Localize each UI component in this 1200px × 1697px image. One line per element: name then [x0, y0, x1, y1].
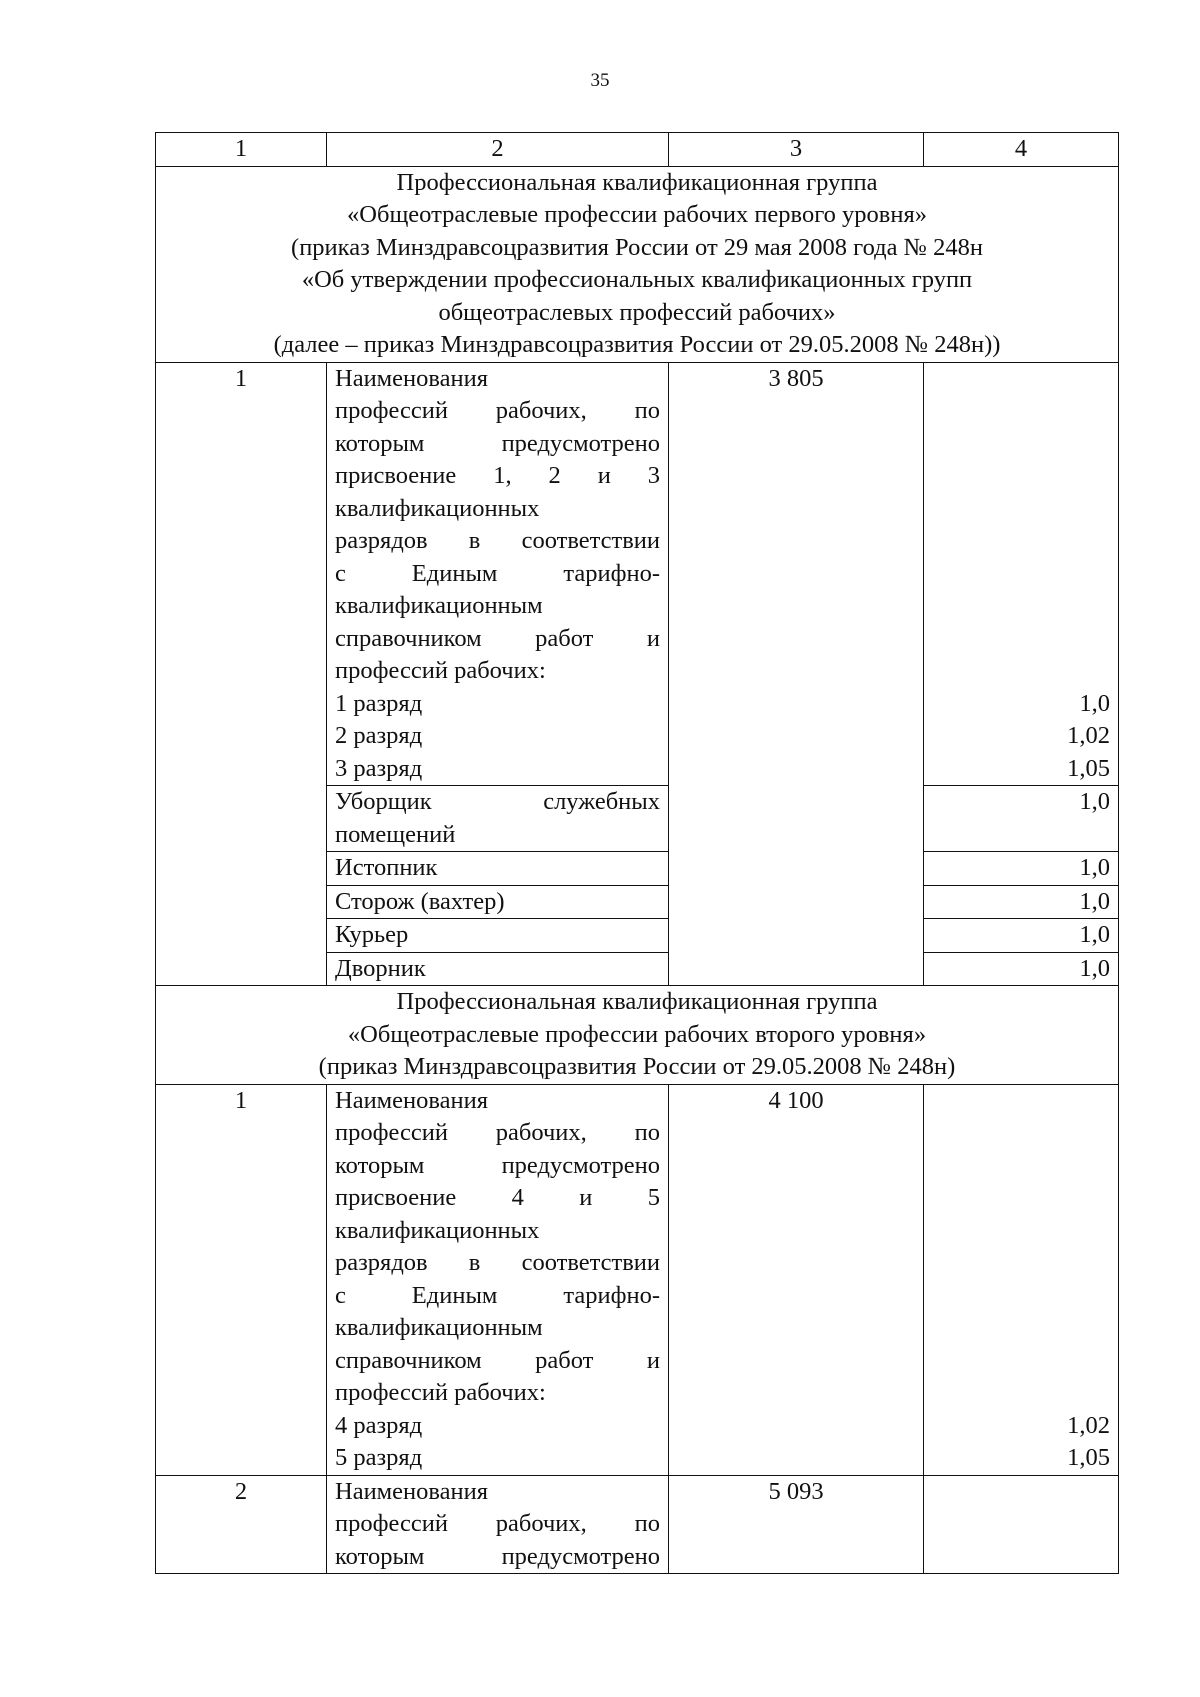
- coefficients: [924, 1475, 1119, 1574]
- base-salary: 4 100: [669, 1084, 924, 1475]
- column-header: 3: [669, 133, 924, 167]
- table-row: [156, 1084, 1119, 1475]
- description-line: с Единым тарифно-: [335, 1281, 660, 1309]
- group-title-line: «Общеотраслевые профессии рабочих второго уровня»: [347, 1020, 927, 1048]
- column-header: 2: [327, 133, 669, 167]
- description-line: которым предусмотрено: [335, 1151, 660, 1179]
- description-line: разрядов в соответствии: [335, 527, 660, 554]
- professions-description: [327, 362, 669, 786]
- description-line: разрядов в соответствии: [335, 1249, 660, 1276]
- grade-label: 2 разряд: [335, 722, 423, 749]
- table-row: [156, 1475, 1119, 1574]
- group-title-line: общеотраслевых профессий рабочих»: [438, 298, 836, 326]
- profession-coef: 1,0: [924, 919, 1119, 953]
- grade-label: 5 разряд: [335, 1444, 423, 1471]
- group-title-row: [156, 166, 1119, 362]
- group-1-title: [156, 166, 1119, 362]
- description-line: профессий рабочих, по: [335, 1119, 660, 1146]
- profession-coef: 1,0: [924, 786, 1119, 852]
- grade-coef: 1,02: [1067, 722, 1110, 749]
- description-line: Наименования: [335, 364, 489, 392]
- profession-name: [327, 786, 669, 852]
- description-line: профессий рабочих:: [335, 657, 546, 684]
- description-line: Наименования: [335, 1086, 489, 1114]
- coefficients: [924, 1084, 1119, 1475]
- description-line: присвоение 1, 2 и 3: [335, 462, 660, 489]
- description-line: профессий рабочих:: [335, 1379, 546, 1406]
- group-title-line: (далее – приказ Минздравсоцразвития России от 29.05.2008 № 248н)): [273, 331, 1001, 358]
- description-line: с Единым тарифно-: [335, 559, 660, 587]
- description-line: которым предусмотрено: [335, 429, 660, 457]
- group-title-row: [156, 986, 1119, 1085]
- qualification-level: 1: [156, 362, 327, 986]
- description-line: присвоение 4 и 5: [335, 1184, 660, 1211]
- profession-coef: 1,0: [924, 852, 1119, 886]
- qualification-level: 1: [156, 1084, 327, 1475]
- column-header: 1: [156, 133, 327, 167]
- coefficients: [924, 362, 1119, 786]
- description-line: справочником работ и: [335, 624, 660, 652]
- salary-table: [155, 132, 1119, 1574]
- group-2-title: [156, 986, 1119, 1085]
- grade-label: 4 разряд: [335, 1411, 423, 1439]
- description-line: квалификационных: [335, 494, 540, 522]
- description-line: Наименования: [335, 1477, 489, 1505]
- description-line: квалификационным: [335, 592, 543, 619]
- page-number: 35: [590, 70, 610, 91]
- description-line: справочником работ и: [335, 1346, 660, 1374]
- group-title-line: «Об утверждении профессиональных квалификационных групп: [301, 266, 973, 293]
- profession-name: Курьер: [327, 919, 669, 953]
- description-line: квалификационных: [335, 1216, 540, 1244]
- description-line: профессий рабочих, по: [335, 397, 660, 424]
- group-title-line: (приказ Минздравсоцразвития России от 29.05.2008 № 248н): [318, 1053, 956, 1080]
- profession-line: Уборщик служебных: [335, 788, 660, 815]
- description-line: квалификационным: [335, 1314, 543, 1341]
- group-title-line: «Общеотраслевые профессии рабочих первого уровня»: [347, 201, 927, 228]
- profession-name: Сторож (вахтер): [327, 885, 669, 919]
- profession-coef: 1,0: [924, 952, 1119, 986]
- grade-coef: 1,05: [1067, 754, 1110, 782]
- column-header: 4: [924, 133, 1119, 167]
- grade-coef: 1,02: [1067, 1411, 1110, 1439]
- description-line: которым предусмотрено: [335, 1542, 660, 1570]
- table-header-row: [156, 133, 1119, 167]
- profession-name: Истопник: [327, 852, 669, 886]
- group-title-line: (приказ Минздравсоцразвития России от 29 мая 2008 года № 248н: [291, 233, 983, 261]
- grade-coef: 1,0: [1079, 689, 1110, 717]
- grade-coef: 1,05: [1067, 1444, 1110, 1471]
- qualification-level: 2: [156, 1475, 327, 1574]
- group-title-line: Профессиональная квалификационная группа: [396, 988, 878, 1015]
- base-salary: 5 093: [669, 1475, 924, 1574]
- grade-label: 1 разряд: [335, 689, 423, 717]
- base-salary: 3 805: [669, 362, 924, 986]
- profession-line: помещений: [335, 820, 456, 848]
- description-line: профессий рабочих, по: [335, 1510, 660, 1537]
- group-title-line: Профессиональная квалификационная группа: [396, 168, 878, 196]
- profession-coef: 1,0: [924, 885, 1119, 919]
- professions-description: [327, 1475, 669, 1574]
- profession-name: Дворник: [327, 952, 669, 986]
- table-row: [156, 362, 1119, 786]
- grade-label: 3 разряд: [335, 754, 423, 782]
- professions-description: [327, 1084, 669, 1475]
